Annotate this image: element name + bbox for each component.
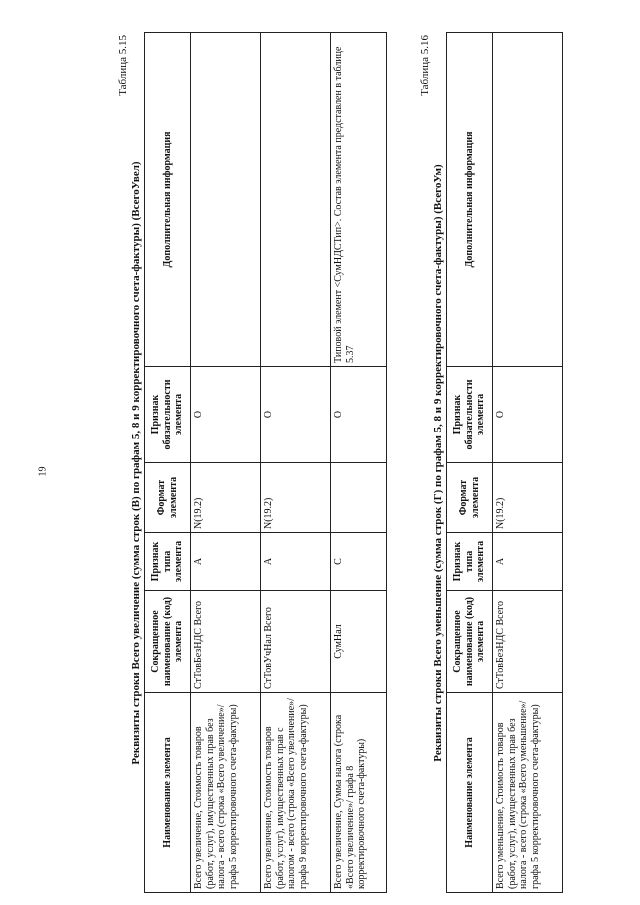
cell-element-code: СтТовУчНал Всего bbox=[261, 591, 331, 693]
page-number: 19 bbox=[37, 466, 49, 477]
cell-additional-info: Типовой элемент <СумНДСТип>. Состав элемента представлен в таблице 5.37 bbox=[331, 33, 387, 367]
cell-additional-info bbox=[493, 33, 563, 367]
cell-obligation: О bbox=[261, 367, 331, 463]
header-row bbox=[145, 33, 191, 893]
header-cell: Дополнительная информация bbox=[447, 33, 493, 367]
table-row bbox=[191, 33, 261, 893]
header-cell: Дополнительная информация bbox=[145, 33, 191, 367]
requisites-table bbox=[144, 32, 387, 893]
table-caption: Реквизиты строки Всего увеличение (сумма строк (В) по графам 5, 8 и 9 корректировочного счета-фактуры) (ВсегоУвел) bbox=[130, 161, 142, 765]
header-cell: Сокращенное наименование (код) элемента bbox=[447, 591, 493, 693]
header-cell: Наименование элемента bbox=[447, 693, 493, 893]
cell-type: А bbox=[191, 533, 261, 591]
cell-obligation: О bbox=[191, 367, 261, 463]
header-cell: Признак типа элемента bbox=[447, 533, 493, 591]
header-cell: Признак обязательности элемента bbox=[145, 367, 191, 463]
cell-type: А bbox=[261, 533, 331, 591]
table-number-label: Таблица 5.15 bbox=[117, 35, 129, 96]
header-cell: Наименование элемента bbox=[145, 693, 191, 893]
cell-element-name: Всего увеличение, Стоимость товаров (работ, услуг), имущественных прав без налога - всего (строка «Всего увеличение»/графа 5 корректировочного счета-фактуры) bbox=[191, 693, 261, 893]
table-caption: Реквизиты строки Всего уменьшение (сумма строк (Г) по графам 5, 8 и 9 корректировочного счета-фактуры) (ВсегоУм) bbox=[432, 164, 444, 762]
cell-format: N(19.2) bbox=[261, 463, 331, 533]
header-cell: Признак обязательности элемента bbox=[447, 367, 493, 463]
cell-additional-info bbox=[261, 33, 331, 367]
cell-obligation: О bbox=[493, 367, 563, 463]
cell-format: N(19.2) bbox=[493, 463, 563, 533]
header-row bbox=[447, 33, 493, 893]
table-row bbox=[493, 33, 563, 893]
cell-obligation: О bbox=[331, 367, 387, 463]
header-cell: Формат элемента bbox=[447, 463, 493, 533]
requisites-table bbox=[446, 32, 563, 893]
table-5-16-block bbox=[418, 33, 563, 893]
table-row bbox=[331, 33, 387, 893]
cell-element-name: Всего увеличение, Сумма налога (строка «Всего увеличение»/ графа 8 корректировочного счета-фактуры) bbox=[331, 693, 387, 893]
header-cell: Формат элемента bbox=[145, 463, 191, 533]
cell-element-code: СумНал bbox=[331, 591, 387, 693]
cell-additional-info bbox=[191, 33, 261, 367]
cell-element-name: Всего уменьшение, Стоимость товаров (работ, услуг), имущественных прав без налога - всего (строка «Всего уменьшение»/ графа 5 корректировочного счета-фактуры) bbox=[493, 693, 563, 893]
header-cell: Сокращенное наименование (код) элемента bbox=[145, 591, 191, 693]
cell-format bbox=[331, 463, 387, 533]
cell-type: С bbox=[331, 533, 387, 591]
cell-format: N(19.2) bbox=[191, 463, 261, 533]
table-5-15-block bbox=[116, 33, 387, 893]
table-row bbox=[261, 33, 331, 893]
cell-type: А bbox=[493, 533, 563, 591]
cell-element-name: Всего увеличение, Стоимость товаров (работ, услуг), имущественных прав с налогом - всего (строка «Всего увеличение»/графа 9 корректировочного счета-фактуры) bbox=[261, 693, 331, 893]
cell-element-code: СтТовБезНДС Всего bbox=[493, 591, 563, 693]
header-cell: Признак типа элемента bbox=[145, 533, 191, 591]
cell-element-code: СтТовБезНДС Всего bbox=[191, 591, 261, 693]
table-number-label: Таблица 5.16 bbox=[419, 35, 431, 96]
